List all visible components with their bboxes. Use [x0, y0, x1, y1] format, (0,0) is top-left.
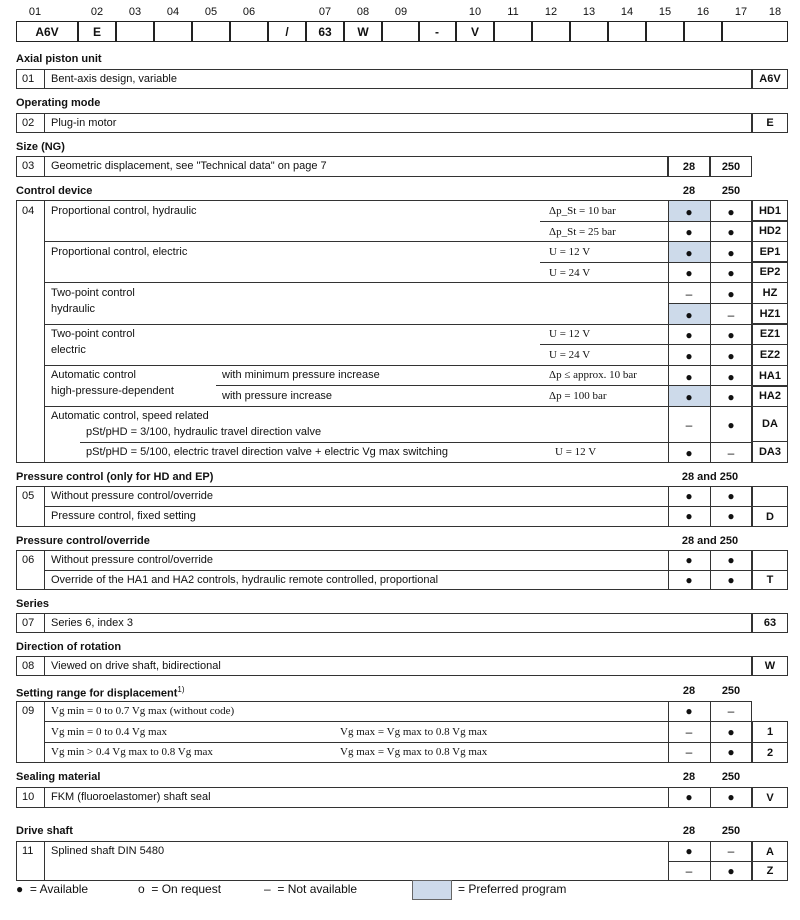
mark: ● — [727, 573, 735, 587]
order-code-box: A6V — [16, 21, 78, 42]
mark: ● — [727, 725, 735, 739]
order-code-box — [192, 21, 230, 42]
order-code-box: / — [268, 21, 306, 42]
position-number: 17 — [734, 6, 748, 18]
legend-text: = On request — [151, 882, 222, 896]
control-ha-label-2: high-pressure-dependent — [51, 385, 174, 397]
mark: ● — [727, 745, 735, 759]
mark: ● — [685, 390, 693, 404]
mark: ● — [685, 246, 693, 260]
mark: ● — [727, 489, 735, 503]
legend-available — [16, 882, 88, 896]
mark: – — [727, 446, 735, 460]
pressure-row-2: Pressure control, fixed setting — [51, 510, 196, 522]
control-code: HA2 — [752, 385, 788, 407]
cond-hd1: Δp_St = 10 bar — [549, 205, 616, 217]
row-num: 07 — [22, 617, 35, 629]
order-code-box — [382, 21, 420, 42]
position-number: 08 — [356, 6, 370, 18]
control-ha2-desc: with pressure increase — [222, 390, 333, 402]
dash-symbol: – — [264, 882, 271, 896]
control-code: EZ1 — [752, 323, 788, 345]
footnote-mark: 1) — [177, 685, 185, 694]
cond-ha1: Δp ≤ approx. 10 bar — [549, 369, 637, 381]
mark: – — [727, 844, 735, 858]
row-text: Bent-axis design, variable — [51, 73, 177, 85]
order-code-box — [608, 21, 646, 42]
section-title-mode: Operating mode — [16, 97, 101, 109]
size-28: 28 — [668, 156, 710, 177]
control-hz-label-2: hydraulic — [51, 303, 96, 315]
legend-on-request — [138, 882, 221, 896]
control-code: HD2 — [752, 220, 788, 242]
order-code-box — [722, 21, 788, 42]
col-head-both: 28 and 250 — [681, 471, 739, 483]
row-num: 10 — [22, 791, 35, 803]
control-ep-label: Proportional control, electric — [51, 246, 188, 258]
cond-ep1: U = 12 V — [549, 246, 591, 258]
mark: ● — [727, 246, 735, 260]
mark: ● — [727, 390, 735, 404]
row-text: FKM (fluoroelastomer) shaft seal — [51, 791, 211, 803]
control-code: HD1 — [752, 200, 788, 222]
position-number: 09 — [394, 6, 408, 18]
section-title-override: Pressure control/override — [16, 535, 150, 547]
position-number: 12 — [544, 6, 558, 18]
row-num: 06 — [22, 554, 35, 566]
pressure-row-1: Without pressure control/override — [51, 490, 214, 502]
order-code-box — [684, 21, 722, 42]
mark: ● — [685, 328, 693, 342]
control-code: DA — [752, 406, 788, 442]
col-head-250: 250 — [721, 185, 741, 197]
col-head-28: 28 — [682, 825, 696, 837]
control-da-label-2: pSt/pHD = 3/100, hydraulic travel direction valve — [86, 426, 322, 438]
row-num: 03 — [22, 160, 35, 172]
row-num: 09 — [22, 705, 35, 717]
override-row-1: Without pressure control/override — [51, 554, 214, 566]
mark: – — [685, 287, 693, 301]
code-1: 1 — [752, 721, 788, 743]
mark: – — [685, 418, 693, 432]
col-head-250: 250 — [721, 771, 741, 783]
position-number: 04 — [166, 6, 180, 18]
position-number: 03 — [128, 6, 142, 18]
col-head-both: 28 and 250 — [681, 535, 739, 547]
order-code-box — [646, 21, 684, 42]
section-title-series: Series — [16, 598, 50, 610]
control-ha1-desc: with minimum pressure increase — [222, 369, 380, 381]
code-w: W — [752, 656, 788, 676]
code-2: 2 — [752, 742, 788, 763]
preferred-swatch — [412, 880, 452, 900]
control-code: HZ1 — [752, 303, 788, 325]
mark: ● — [727, 205, 735, 219]
mark: ● — [685, 308, 693, 322]
setting-row-1: Vg min = 0 to 0.7 Vg max (without code) — [51, 705, 235, 717]
section-title-setting — [16, 685, 185, 700]
row-box-02 — [16, 113, 752, 133]
mark: ● — [727, 790, 735, 804]
cond-da3: U = 12 V — [555, 446, 597, 458]
position-number: 14 — [620, 6, 634, 18]
col-head-28: 28 — [682, 771, 696, 783]
row-num: 04 — [22, 205, 35, 217]
setting-row-3a: Vg min > 0.4 Vg max to 0.8 Vg max — [51, 746, 213, 758]
code-v: V — [752, 787, 788, 808]
mark: – — [727, 308, 735, 322]
order-code-box — [532, 21, 570, 42]
control-code: EP2 — [752, 261, 788, 283]
mark: ● — [685, 349, 693, 363]
mark: ● — [685, 844, 693, 858]
order-code-box: V — [456, 21, 494, 42]
mark: ● — [685, 225, 693, 239]
mark: ● — [727, 509, 735, 523]
mark: ● — [727, 418, 735, 432]
mark: ● — [727, 864, 735, 878]
code-a: A — [752, 841, 788, 862]
mark: ● — [727, 287, 735, 301]
mark: ● — [727, 553, 735, 567]
order-code-box: 63 — [306, 21, 344, 42]
section-title-pressure: Pressure control (only for HD and EP) — [16, 471, 214, 483]
cond-hd2: Δp_St = 25 bar — [549, 226, 616, 238]
section-title-shaft: Drive shaft — [16, 825, 73, 837]
code-t: T — [752, 570, 788, 590]
control-code: EP1 — [752, 241, 788, 263]
control-code: DA3 — [752, 441, 788, 463]
setting-row-2a: Vg min = 0 to 0.4 Vg max — [51, 726, 167, 738]
row-num: 05 — [22, 490, 35, 502]
control-ha-label-1: Automatic control — [51, 369, 136, 381]
position-number: 16 — [696, 6, 710, 18]
cond-ez1: U = 12 V — [549, 328, 591, 340]
position-number: 01 — [28, 6, 42, 18]
order-code-box — [116, 21, 154, 42]
code-63: 63 — [752, 613, 788, 633]
order-code-box: E — [78, 21, 116, 42]
control-da-label-1: Automatic control, speed related — [51, 410, 209, 422]
mark: ● — [727, 266, 735, 280]
code-empty — [752, 550, 788, 571]
position-number: 06 — [242, 6, 256, 18]
cond-ez2: U = 24 V — [549, 349, 591, 361]
row-num: 11 — [22, 845, 34, 857]
position-number: 10 — [468, 6, 482, 18]
order-code-box — [154, 21, 192, 42]
col-head-250: 250 — [721, 685, 741, 697]
col-head-28: 28 — [682, 685, 696, 697]
code-a6v: A6V — [752, 69, 788, 89]
code-d: D — [752, 506, 788, 527]
mark: ● — [685, 553, 693, 567]
code-empty — [752, 486, 788, 507]
row-text: Series 6, index 3 — [51, 617, 133, 629]
setting-title-text: Setting range for displacement — [16, 687, 178, 700]
row-text: Viewed on drive shaft, bidirectional — [51, 660, 221, 672]
mark: ● — [685, 266, 693, 280]
control-hz-label-1: Two-point control — [51, 287, 135, 299]
col-head-250: 250 — [721, 825, 741, 837]
row-text: Splined shaft DIN 5480 — [51, 845, 165, 857]
row-num: 02 — [22, 117, 35, 129]
setting-row-2b: Vg max = Vg max to 0.8 Vg max — [340, 726, 488, 738]
control-da3-label: pSt/pHD = 5/100, electric travel direction valve + electric Vg max switching — [86, 446, 448, 458]
cond-ha2: Δp = 100 bar — [549, 390, 607, 402]
order-code-box: W — [344, 21, 382, 42]
mark: ● — [685, 704, 693, 718]
section-title-control: Control device — [16, 185, 93, 197]
cond-ep2: U = 24 V — [549, 267, 591, 279]
legend-text: = Available — [29, 882, 89, 896]
mark: ● — [685, 790, 693, 804]
order-code-box: - — [418, 21, 456, 42]
code-e: E — [752, 113, 788, 133]
circle-symbol: o — [138, 882, 145, 896]
legend-preferred: = Preferred program — [458, 882, 567, 896]
section-title-rotation: Direction of rotation — [16, 641, 122, 653]
control-code: HZ — [752, 282, 788, 304]
position-number: 15 — [658, 6, 672, 18]
section-title-axial: Axial piston unit — [16, 53, 102, 65]
position-number: 05 — [204, 6, 218, 18]
mark: ● — [727, 225, 735, 239]
mark: – — [727, 704, 735, 718]
mark: ● — [685, 509, 693, 523]
mark: ● — [685, 205, 693, 219]
position-number: 18 — [768, 6, 782, 18]
row-text: Plug-in motor — [51, 117, 117, 129]
control-code: HA1 — [752, 365, 788, 387]
section-title-size: Size (NG) — [16, 141, 65, 153]
override-row-2: Override of the HA1 and HA2 controls, hydraulic remote controlled, proportional — [51, 574, 439, 586]
control-hd-label: Proportional control, hydraulic — [51, 205, 197, 217]
mark: ● — [685, 446, 693, 460]
mark: – — [685, 725, 693, 739]
row-num: 01 — [22, 73, 35, 85]
mark: – — [685, 864, 693, 878]
mark: ● — [727, 370, 735, 384]
mark: ● — [685, 370, 693, 384]
order-code-box — [570, 21, 608, 42]
position-number: 13 — [582, 6, 596, 18]
position-number: 02 — [90, 6, 104, 18]
code-z: Z — [752, 861, 788, 881]
order-code-box — [494, 21, 532, 42]
mark: ● — [685, 573, 693, 587]
control-code: EZ2 — [752, 344, 788, 366]
dot-symbol: ● — [16, 882, 24, 896]
mark: ● — [727, 349, 735, 363]
legend-not-available — [264, 882, 357, 896]
section-title-seal: Sealing material — [16, 771, 101, 783]
control-ez-label-2: electric — [51, 344, 86, 356]
col-head-28: 28 — [682, 185, 696, 197]
control-ez-label-1: Two-point control — [51, 328, 135, 340]
position-number: 11 — [507, 6, 519, 18]
size-250: 250 — [710, 156, 752, 177]
position-number: 07 — [318, 6, 332, 18]
legend-text: = Not available — [277, 882, 358, 896]
row-num: 08 — [22, 660, 35, 672]
mark: ● — [727, 328, 735, 342]
row-text: Geometric displacement, see "Technical data" on page 7 — [51, 160, 327, 172]
order-code-box — [230, 21, 268, 42]
setting-row-3b: Vg max = Vg max to 0.8 Vg max — [340, 746, 488, 758]
mark: – — [685, 745, 693, 759]
mark: ● — [685, 489, 693, 503]
